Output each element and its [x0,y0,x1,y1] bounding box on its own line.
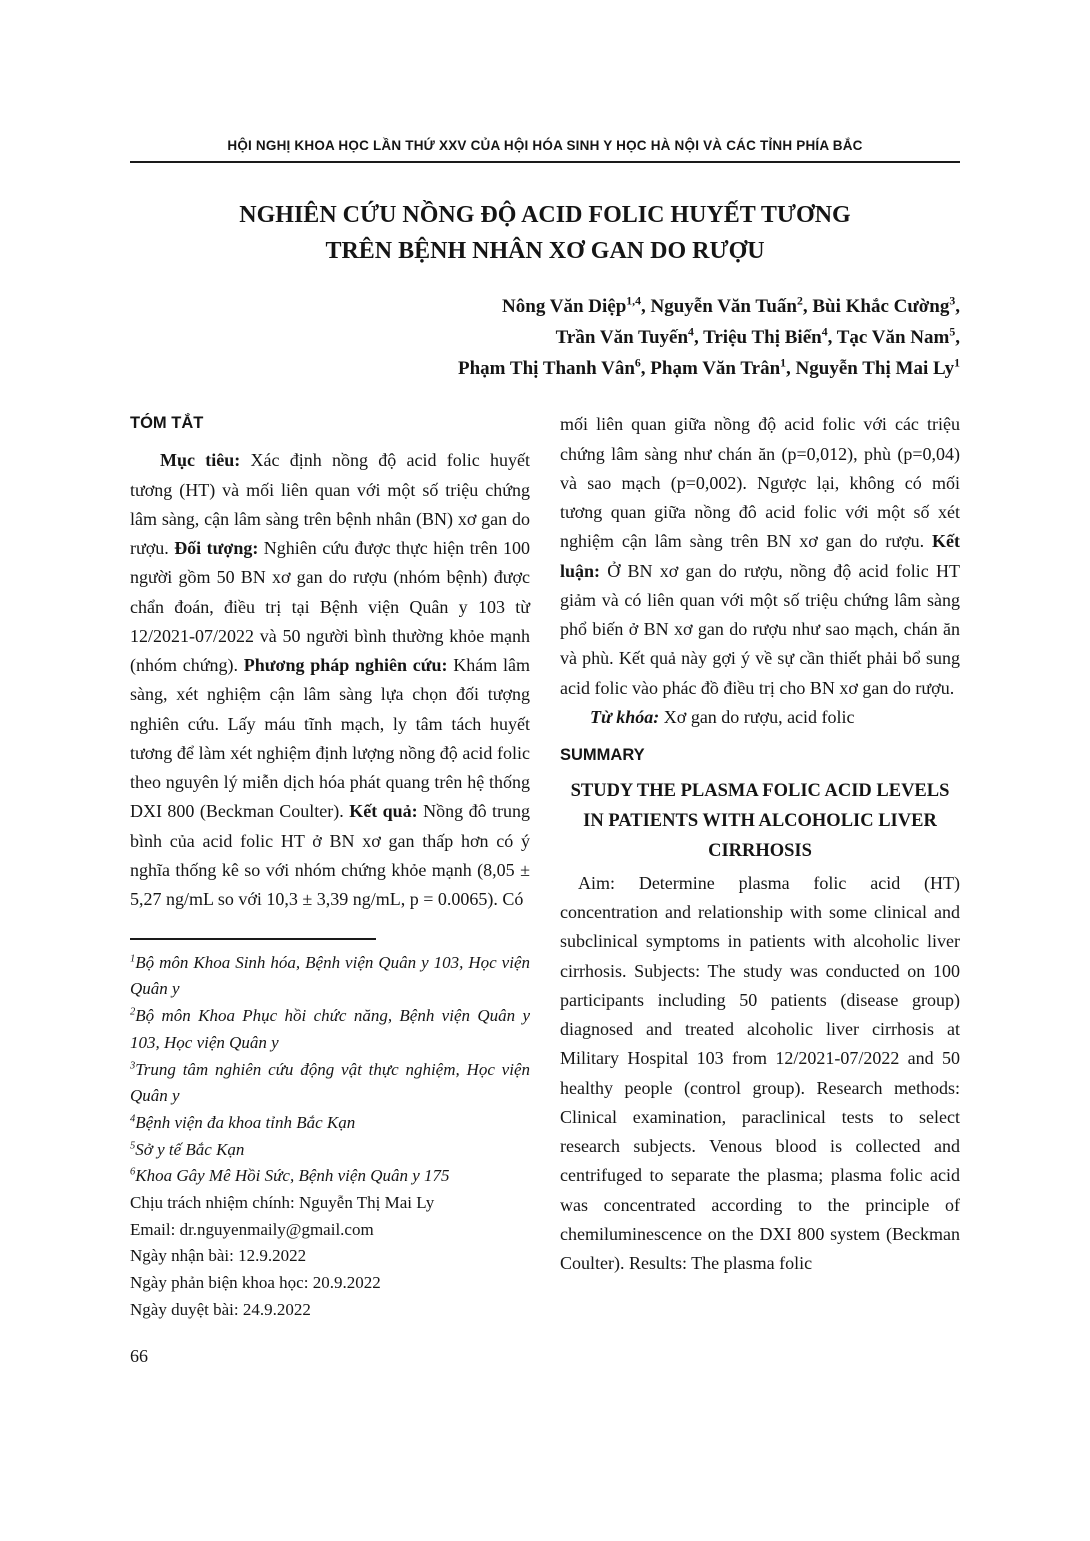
author-line-3: Phạm Thị Thanh Vân$^6$, Phạm Văn Trân$^1$, Nguyễn Thị Mai Ly$^1$ [457,356,960,380]
footnote-line: Ngày nhận bài: 12.9.2022 [130,1246,307,1266]
author-line-2: Trần Văn Tuyến$^4$, Triệu Thị Biển$^4$, Tạc Văn Nam$^5$, [555,325,960,349]
footnote-line: Email: dr.nguyenmaily@gmail.com [130,1219,374,1239]
author-list [130,291,960,384]
paper-title-line-2: TRÊN BỆNH NHÂN XƠ GAN DO RƯỢU [325,238,765,264]
summary-heading: SUMMARY [560,746,645,765]
footnote-line: Chịu trách nhiệm chính: Nguyễn Thị Mai Ly [130,1192,435,1212]
footnote-line: $^2$Bộ môn Khoa Phục hồi chức năng, Bệnh viện Quân y 103, Học viện Quân y [130,1006,530,1052]
footnote-line: $^1$Bộ môn Khoa Sinh hóa, Bệnh viện Quân y 103, Học viện Quân y [130,952,530,999]
paper-title-line-1: NGHIÊN CỨU NỒNG ĐỘ ACID FOLIC HUYẾT TƯƠNG [239,202,851,228]
abstract-paragraph-vietnamese: Mục tiêu: Xác định nồng độ acid folic huyết tương (HT) và mối liên quan với một số triệu chứng lâm sàng, cận lâm sàng trên bệnh nhân (BN) xơ gan do rượu. Đối tượng: Nghiên cứu được thực hiện trên 100 người gồm 50 BN xơ gan do rượu (nhóm bệnh) được chẩn đoán, điều trị tại Bệnh viện Quân y 103 từ 12/2021-07/2022 và 50 người bình thường khỏe mạnh (nhóm chứng). Phương pháp nghiên cứu: Khám lâm sàng, xét nghiệm cận lâm sàng lựa chọn đối tượng nghiên cứu. Lấy máu tĩnh mạch, ly tâm tách huyết tương để làm xét nghiệm định lượng nồng độ acid folic theo nguyên lý miễn dịch hóa phát quang trên hệ thống DXI 800 (Beckman Coulter). Kết quả: Nồng đô trung bình của acid folic HT ở BN xơ gan thấp hơn có ý nghĩa thống kê so với nhóm chứng khỏe mạnh (8,05 ± 5,27 ng/mL so với 10,3 ± 3,39 ng/mL, p = 0.0065). Có [130,450,531,910]
footnotes-block [130,950,530,1324]
footnote-line: $^6$Khoa Gây Mê Hồi Sức, Bệnh viện Quân y 175 [130,1166,450,1186]
page-number: 66 [130,1346,148,1366]
abstract-paragraph-continued: mối liên quan giữa nồng độ acid folic với các triệu chứng lâm sàng như chán ăn (p=0,012), phù (p=0,04) và sao mạch (p=0,002). Ngược lại, không có mối tương quan giữa nồng đô acid folic với một số xét nghiệm cận lâm sàng trên BN xơ gan do rượu. Kết luận: Ở BN xơ gan do rượu, nồng độ acid folic HT giảm và có liên quan với một số triệu chứng lâm sàng phổ biến ở BN xơ gan do rượu như sao mạch, chán ăn và phù. Kết quả này gợi ý về sự cần thiết phải bổ sung acid folic vào phác đồ điều trị cho BN xơ gan do rượu. [560,414,960,698]
conference-header: HỘI NGHỊ KHOA HỌC LẦN THỨ XXV CỦA HỘI HÓA SINH Y HỌC HÀ NỘI VÀ CÁC TỈNH PHÍA BẮC [227,138,863,153]
footnote-separator-rule [130,938,376,940]
footnote-line: Ngày phản biện khoa học: 20.9.2022 [130,1273,381,1293]
paper-title [130,197,960,269]
footnote-line: $^5$Sở y tế Bắc Kạn [130,1139,245,1159]
summary-english-title: STUDY THE PLASMA FOLIC ACID LEVELS IN PATIENTS WITH ALCOHOLIC LIVER CIRRHOSIS [570,781,950,861]
summary-paragraph-english: Aim: Determine plasma folic acid (HT) concentration and relationship with some clinical and subclinical symptoms in patients with alcoholic liver cirrhosis. Subjects: The study was conducted on 100 participants including 50 patients (disease group) diagnosed and treated alcoholic liver cirrhosis at Military Hospital 103 from 12/2021-07/2022 and 50 healthy people (control group). Research methods: Clinical examination, paraclinical tests to select research subjects. Venous blood is collected and centrifuged to separate the plasma; plasma folic acid was concentrated according to the principle of chemiluminescence on the DXI 800 system (Beckman Coulter). Results: The plasma folic [560,872,960,1274]
footnote-line: $^3$Trung tâm nghiên cứu động vật thực nghiệm, Học viện Quân y [130,1059,530,1106]
abstract-heading: TÓM TẮT [130,414,204,433]
author-line-1: Nông Văn Diệp$^{1,4}$, Nguyễn Văn Tuấn$^2$, Bùi Khắc Cường$^3$, [502,294,960,317]
keywords-line: Từ khóa: Xơ gan do rượu, acid folic [590,706,855,727]
left-column [130,410,530,1323]
footnote-line: Ngày duyệt bài: 24.9.2022 [130,1299,311,1319]
right-column [560,410,960,1323]
two-column-body [130,410,960,1323]
footnote-line: $^4$Bệnh viện đa khoa tỉnh Bắc Kạn [130,1112,356,1132]
header-rule [130,161,960,163]
